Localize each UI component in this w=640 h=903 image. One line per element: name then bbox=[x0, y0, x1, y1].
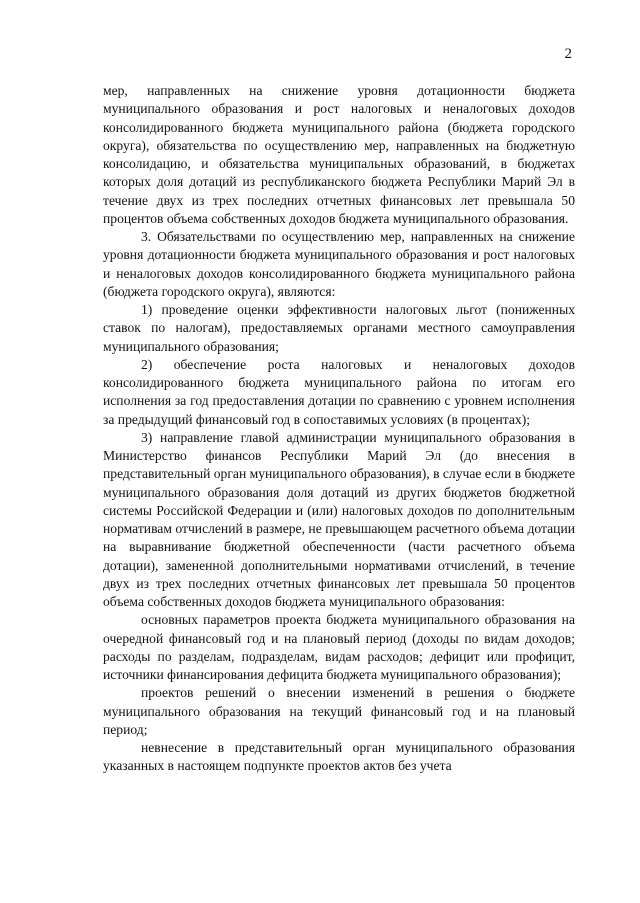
paragraph-intro: мер, направленных на снижение уровня дотационности бюджета муниципального образования и рост налоговых и неналоговых доходов консолидированного бюджета муниципального района (бюджета городского округа), обязательства по осуществлению мер, направленных на бюджетную консолидацию, и обязательства муниципальных образований, в бюджетах которых доля дотаций из республиканского бюджета Республики Марий Эл в течение двух из трех последних отчетных финансовых лет превышала 50 процентов объема собственных доходов бюджета муниципального образования. bbox=[103, 83, 575, 226]
paragraph-non-submission: невнесение в представительный орган муниципального образования указанных в настоящем подпункте проектов актов без учета bbox=[103, 740, 575, 774]
page-number: 2 bbox=[564, 46, 572, 62]
paragraph-subitem-2: 2) обеспечение роста налоговых и неналоговых доходов консолидированного бюджета муниципального района по итогам его исполнения за год предоставления дотации по сравнению с уровнем исполнения за предыдущий финансовый год в сопоставимых условиях (в процентах); bbox=[103, 356, 575, 427]
paragraph-item-3: 3. Обязательствами по осуществлению мер, направленных на снижение уровня дотационности бюджета муниципального образования и рост налоговых и неналоговых доходов консолидированного бюджета муниципального района (бюджета городского округа), являются: bbox=[103, 229, 575, 299]
paragraph-main-parameters: основных параметров проекта бюджета муниципального образования на очередной финансовый год и на плановый период (доходы по видам доходов; расходы по разделам, подразделам, видам расходов; дефицит или профицит, источники финансирования дефицита бюджета муниципального образования); bbox=[103, 612, 575, 682]
paragraph-subitem-1: 1) проведение оценки эффективности налоговых льгот (пониженных ставок по налогам), предоставляемых органами местного самоуправления муниципального образования; bbox=[103, 302, 575, 354]
paragraph-subitem-3: 3) направление главой администрации муниципального образования в Министерство финансов Республики Марий Эл (до внесения в представительный орган муниципального образования), в случае если в бюджете муниципального образования доля дотаций из других бюджетов бюджетной системы Российской Федерации и (или) налоговых доходов по дополнительным нормативам отчислений в размере, не превышающем расчетного объема дотации на выравнивание бюджетной обеспеченности (части расчетного объема дотации), замененной дополнительными нормативами отчислений, в течение двух из трех последних отчетных финансовых лет превышала 50 процентов объема собственных доходов бюджета муниципального образования: bbox=[103, 429, 575, 609]
paragraph-draft-decisions: проектов решений о внесении изменений в решения о бюджете муниципального образования на текущий финансовый год и на плановый период; bbox=[103, 685, 575, 737]
body-text bbox=[103, 82, 575, 776]
